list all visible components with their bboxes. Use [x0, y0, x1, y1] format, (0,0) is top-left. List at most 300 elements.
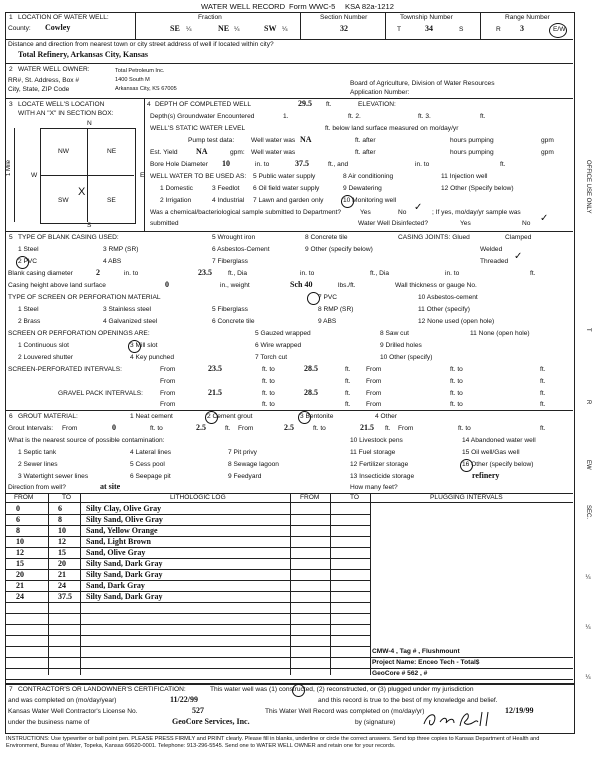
- gravel-label: GRAVEL PACK INTERVALS:: [58, 390, 144, 397]
- log-description: Sand, Dark Gray: [86, 581, 145, 590]
- casing-welded: Welded: [480, 246, 503, 253]
- perf-ft-to-4: ft. to: [450, 378, 463, 385]
- screen-pvc: 7 PVC: [318, 294, 338, 301]
- grout-cement-circle: [205, 411, 218, 424]
- perf-from: 23.5: [208, 364, 222, 373]
- disinfected-yes: Yes: [460, 220, 471, 227]
- log-from: 12: [16, 548, 24, 557]
- depth-value: 29.5: [298, 99, 312, 108]
- log-description: Sand, Olive Gray: [86, 548, 146, 557]
- direction-label: Direction from well?: [8, 484, 66, 491]
- use-air: 8 Air conditioning: [343, 173, 394, 180]
- depth-label: DEPTH OF COMPLETED WELL: [155, 101, 251, 108]
- grout-bentonite: 3 Bentonite: [300, 413, 334, 420]
- log-from: 21: [16, 581, 24, 590]
- cert-label: CONTRACTOR'S OR LANDOWNER'S CERTIFICATION:: [18, 686, 186, 693]
- bore-label: Bore Hole Diameter: [150, 161, 208, 168]
- grout-ft-to-2: ft. to: [313, 425, 326, 432]
- gravel-from: 21.5: [208, 388, 222, 397]
- schedule-value: Sch 40: [290, 280, 313, 289]
- est-well-water: Well water was: [251, 149, 296, 156]
- screen-rmp: 8 RMP (SR): [318, 306, 354, 313]
- range-east-circle: [549, 23, 567, 38]
- gravel-ft-4: ft.: [540, 401, 546, 408]
- sidebar-sec: SEC.: [585, 505, 591, 520]
- bore-ft-and: ft., and: [328, 161, 349, 168]
- business-label: under the business name of: [8, 719, 90, 726]
- gravel-ft-to-2: ft. to: [450, 390, 463, 397]
- board-label: Board of Agriculture, Division of Water Resources: [350, 80, 495, 87]
- diameter-in-to: in. to: [124, 270, 139, 277]
- log-to: 12: [58, 537, 66, 546]
- ksa-reference: KSA 82a-1212: [345, 2, 394, 11]
- gravel-ft-to: ft. to: [262, 390, 275, 397]
- contam-refinery: refinery: [472, 471, 500, 480]
- sidebar-t: T: [585, 328, 591, 332]
- screen-galvanized: 4 Galvanized steel: [103, 318, 158, 325]
- gw-3: ft. 3.: [418, 113, 431, 120]
- contam-sewer: 2 Sewer lines: [18, 461, 58, 468]
- log-to: 10: [58, 526, 66, 535]
- lbs-ft: lbs./ft.: [338, 282, 356, 289]
- screen-label: TYPE OF SCREEN OR PERFORATION MATERIAL: [8, 294, 161, 301]
- bore-depth: 37.5: [295, 159, 309, 168]
- fraction-1: SE: [170, 24, 180, 33]
- log-to: 37.5: [58, 592, 72, 601]
- owner-address-1: 1400 South M: [115, 77, 150, 83]
- section-2-number: 2: [9, 66, 13, 73]
- west-label: W: [31, 172, 38, 179]
- mill-slot-circle: [128, 340, 141, 353]
- contamination-label: What is the nearest source of possible contamination:: [8, 437, 165, 444]
- owner-label: WATER WELL OWNER:: [18, 66, 90, 73]
- signature-image: [420, 708, 500, 730]
- grout-1-to: 2.5: [196, 423, 206, 432]
- perf-from-label-2: From: [366, 366, 382, 373]
- contam-insecticide: 13 Insecticide storage: [350, 473, 415, 480]
- log-to: 8: [58, 515, 62, 524]
- log-description: Silty Sand, Dark Gray: [86, 570, 163, 579]
- opening-none: 11 None (open hole): [470, 330, 530, 337]
- disinfected-label: Water Well Disinfected?: [358, 220, 428, 227]
- gravel-ft-to-4: ft. to: [450, 401, 463, 408]
- fraction-2: NE: [218, 24, 230, 33]
- bore-ft: ft.: [500, 161, 506, 168]
- log-header-from: FROM: [14, 494, 34, 501]
- height-label: Casing height above land surface: [8, 282, 106, 289]
- grout-from-label-2: From: [238, 425, 254, 432]
- est-yield-na: NA: [196, 147, 208, 156]
- business-name: GeoCore Services, Inc.: [172, 717, 250, 726]
- est-hours: hours pumping: [450, 149, 494, 156]
- township-label: Township Number: [400, 14, 453, 21]
- gravel-to: 28.5: [304, 388, 318, 397]
- screen-brass: 2 Brass: [18, 318, 41, 325]
- log-description: Sand, Light Brown: [86, 537, 151, 546]
- nw-quadrant: NW: [58, 148, 69, 155]
- grout-1-from: 0: [112, 423, 116, 432]
- monitoring-circle: [341, 195, 354, 208]
- perf-to: 28.5: [304, 364, 318, 373]
- fraction-quarter-3: ¼: [282, 26, 288, 33]
- threaded-checkmark: ✓: [514, 251, 523, 262]
- perf-label: SCREEN-PERFORATED INTERVALS:: [8, 366, 122, 373]
- log-to: 20: [58, 559, 66, 568]
- section-3-number: 3: [9, 101, 13, 108]
- contam-seepage: 6 Seepage pit: [130, 473, 171, 480]
- one-mile-label: 1 Mile: [6, 160, 12, 177]
- county-value: Cowley: [45, 23, 71, 32]
- range-number: 3: [520, 24, 524, 33]
- casing-rmp: 3 RMP (SR): [103, 246, 139, 253]
- section-4-number: 4: [147, 101, 151, 108]
- log-to: 21: [58, 570, 66, 579]
- opening-louvered: 2 Louvered shutter: [18, 354, 73, 361]
- section-grid: [40, 128, 136, 224]
- diameter-label: Blank casing diameter: [8, 270, 73, 277]
- contam-abandoned: 14 Abandoned water well: [462, 437, 536, 444]
- log-row-divider: [5, 646, 370, 647]
- screen-abs: 9 ABS: [318, 318, 337, 325]
- contam-feedyard: 9 Feedyard: [228, 473, 262, 480]
- screen-none: 12 None used (open hole): [418, 318, 495, 325]
- address-label-1: RR#, St. Address, Box #: [8, 77, 80, 84]
- contam-pit: 7 Pit privy: [228, 449, 257, 456]
- south-label: S: [87, 222, 92, 229]
- opening-torch: 7 Torch cut: [255, 354, 288, 361]
- grout-ft-3: ft.: [540, 425, 546, 432]
- grout-ft-2: ft.: [385, 425, 391, 432]
- pump-test-label: Pump test data:: [188, 137, 235, 144]
- perf-from-label-3: From: [160, 378, 176, 385]
- gw-end: ft.: [480, 113, 486, 120]
- est-yield-label: Est. Yield: [150, 149, 178, 156]
- log-description: Silty Sand, Dark Gray: [86, 592, 163, 601]
- chem-if-yes: ; If yes, mo/day/yr sample was: [432, 209, 521, 216]
- record-completed-date: 12/19/99: [505, 706, 534, 715]
- use-other: 12 Other (Specify below): [441, 185, 514, 192]
- screen-fiberglass: 5 Fiberglass: [212, 306, 248, 313]
- grout-2-to: 21.5: [360, 423, 374, 432]
- log-header-to: TO: [62, 494, 72, 501]
- location-x-mark: X: [78, 186, 86, 198]
- casing-threaded: Threaded: [480, 258, 509, 265]
- diameter-ft-dia-2: ft., Dia: [370, 270, 390, 277]
- casing-concrete: 8 Concrete tile: [305, 234, 348, 241]
- weight-label: in., weight: [220, 282, 250, 289]
- gw-2: ft. 2.: [348, 113, 361, 120]
- contam-other: 16 Other (specify below): [462, 461, 534, 468]
- log-description: Silty Sand, Olive Gray: [86, 515, 163, 524]
- se-quadrant: SE: [107, 197, 116, 204]
- contam-lagoon: 8 Sewage lagoon: [228, 461, 279, 468]
- contam-watertight: 3 Watertight sewer lines: [18, 473, 89, 480]
- opening-other: 10 Other (specify): [380, 354, 433, 361]
- log-geocore: GeoCore # 562 , #: [372, 670, 428, 677]
- use-monitoring: 10 Monitoring well: [343, 197, 397, 204]
- grout-label: GROUT MATERIAL:: [18, 413, 78, 420]
- screen-steel: 1 Steel: [18, 306, 39, 313]
- ne-quadrant: NE: [107, 148, 117, 155]
- log-project: Project Name: Enceo Tech - Total$: [372, 659, 480, 666]
- opening-wire: 6 Wire wrapped: [255, 342, 302, 349]
- bore-diameter: 10: [222, 159, 230, 168]
- log-cmw-tag: CMW-4 , Tag # , Flushmount: [372, 648, 460, 655]
- casing-pvc: 2 PVC: [18, 258, 38, 265]
- log-row-divider: [5, 668, 370, 669]
- grout-ft: ft.: [225, 425, 231, 432]
- completed-label: and was completed on (mo/day/year): [8, 697, 117, 704]
- section-box-label-1: LOCATE WELL'S LOCATION: [18, 101, 105, 108]
- casing-label: TYPE OF BLANK CASING USED:: [18, 234, 119, 241]
- chem-question: Was a chemical/bacteriological sample submitted to Department?: [150, 209, 342, 216]
- chem-submitted: submitted: [150, 220, 179, 227]
- contam-fuel: 11 Fuel storage: [350, 449, 396, 456]
- opening-gauzed: 5 Gauzed wrapped: [255, 330, 311, 337]
- contam-cess: 5 Cess pool: [130, 461, 165, 468]
- log-header-to-2: TO: [350, 494, 360, 501]
- casing-asbestos: 6 Asbestos-Cement: [212, 246, 270, 253]
- use-irrigation: 2 Irrigation: [160, 197, 192, 204]
- sidebar-quarter-1: ¼: [585, 575, 591, 581]
- use-injection: 11 Injection well: [441, 173, 488, 180]
- diameter-ft: ft.: [530, 270, 536, 277]
- grout-ft-to-3: ft. to: [458, 425, 471, 432]
- screen-stainless: 3 Stainless steel: [103, 306, 152, 313]
- log-row-divider: [5, 635, 370, 636]
- constructed-circle: [292, 684, 305, 697]
- log-from: 20: [16, 570, 24, 579]
- log-header-from-2: FROM: [300, 494, 320, 501]
- log-to: 6: [58, 504, 62, 513]
- perf-ft: ft.: [345, 366, 351, 373]
- depth-unit: ft.: [326, 101, 332, 108]
- use-oilfield: 6 Oil field water supply: [253, 185, 320, 192]
- casing-fiberglass: 7 Fiberglass: [212, 258, 248, 265]
- section-6-number: 6: [9, 413, 13, 420]
- distance-value: Total Refinery, Arkansas City, Kansas: [18, 50, 148, 59]
- grout-2-from: 2.5: [284, 423, 294, 432]
- sw-quadrant: SW: [58, 197, 69, 204]
- license-number: 527: [192, 706, 204, 715]
- log-description: Silty Sand, Dark Gray: [86, 559, 163, 568]
- contam-fertilizer: 12 Fertilizer storage: [350, 461, 409, 468]
- range-label: Range Number: [505, 14, 550, 21]
- diameter-depth: 23.5: [198, 268, 212, 277]
- gravel-ft-2: ft.: [540, 390, 546, 397]
- contam-oil: 15 Oil well/Gas well: [462, 449, 520, 456]
- pump-na: NA: [300, 135, 312, 144]
- static-level-rest: ft. below land surface measured on mo/day/yr: [325, 125, 459, 132]
- elevation-label: ELEVATION:: [358, 101, 396, 108]
- pump-ft-after: ft. after: [355, 137, 376, 144]
- form-title: WATER WELL RECORD: [201, 2, 286, 11]
- use-industrial: 4 Industrial: [212, 197, 245, 204]
- screen-pvc-circle: [307, 292, 320, 305]
- diameter-in-to-2: in. to: [300, 270, 315, 277]
- log-from: 6: [16, 515, 20, 524]
- east-label: E: [140, 172, 145, 179]
- fraction-quarter-1: ¼: [186, 26, 192, 33]
- gravel-from-label-2: From: [366, 390, 382, 397]
- height-value: 0: [165, 280, 169, 289]
- sidebar-quarter-3: ¼: [585, 675, 591, 681]
- perf-ft-to: ft. to: [262, 366, 275, 373]
- sidebar-r: R: [585, 400, 591, 405]
- screen-concrete: 6 Concrete tile: [212, 318, 255, 325]
- grout-bentonite-circle: [298, 411, 311, 424]
- log-from: 15: [16, 559, 24, 568]
- instructions-footer: INSTRUCTIONS: Use typewriter or ball point pen. PLEASE PRESS FIRMLY and PRINT clearly. Please fill in blanks, underline or circle the correct answers. Send top three copies to Kansas Department of Health and Environment, Bureau of Water, Topeka, Kansas 66620-0001. Telephone: 913-296-5545. Send one to WATER WELL OWNER and retain one for your records.: [6, 736, 540, 749]
- opening-drilled: 9 Drilled holes: [380, 342, 422, 349]
- log-row-divider: [5, 657, 370, 658]
- casing-clamped: Clamped: [505, 234, 532, 241]
- openings-label: SCREEN OR PERFORATION OPENINGS ARE:: [8, 330, 150, 337]
- casing-pvc-circle: [16, 256, 29, 269]
- gravel-ft: ft.: [345, 390, 351, 397]
- disinfected-checkmark: ✓: [540, 213, 549, 224]
- chem-no-checkmark: ✓: [414, 202, 423, 213]
- opening-mill: 3 Mill slot: [130, 342, 158, 349]
- log-header-lithologic: LITHOLOGIC LOG: [170, 494, 226, 501]
- gravel-from-label: From: [160, 390, 176, 397]
- gravel-ft-to-3: ft. to: [262, 401, 275, 408]
- static-level-label: WELL'S STATIC WATER LEVEL: [150, 125, 246, 132]
- casing-wrought: 5 Wrought iron: [212, 234, 256, 241]
- township-number: 34: [425, 24, 433, 33]
- license-label: Kansas Water Well Contractor's License No.: [8, 708, 138, 715]
- section-number: 32: [340, 24, 348, 33]
- bore-in-to-2: in. to: [415, 161, 430, 168]
- perf-ft-2: ft.: [540, 366, 546, 373]
- groundwater-label: Depth(s) Groundwater Encountered: [150, 113, 255, 120]
- opening-key: 4 Key punched: [130, 354, 174, 361]
- casing-other: 9 Other (specify below): [305, 246, 373, 253]
- chem-no: No: [398, 209, 407, 216]
- form-number: Form WWC-5: [289, 2, 336, 11]
- log-row-divider: [5, 624, 370, 625]
- log-from: 24: [16, 592, 24, 601]
- office-use-only: OFFICE USE ONLY: [585, 160, 591, 214]
- sidebar-quarter-2: ¼: [585, 625, 591, 631]
- log-from: 0: [16, 504, 20, 513]
- pump-hours: hours pumping: [450, 137, 494, 144]
- est-gpm: gpm:: [230, 149, 245, 156]
- use-label: WELL WATER TO BE USED AS:: [150, 173, 247, 180]
- diameter-in-to-3: in. to: [445, 270, 460, 277]
- distance-label: Distance and direction from nearest town or city street address of well if located within city?: [8, 41, 274, 48]
- use-lawn: 7 Lawn and garden only: [253, 197, 324, 204]
- use-feedlot: 3 Feedlot: [212, 185, 240, 192]
- owner-name: Total Petroleum Inc.: [115, 68, 165, 74]
- grout-from-label: From: [62, 425, 78, 432]
- grout-intervals-label: Grout Intervals:: [8, 425, 54, 432]
- grout-cement: 2 Cement grout: [207, 413, 253, 420]
- disinfected-no: No: [522, 220, 531, 227]
- section-number-label: Section Number: [320, 14, 368, 21]
- gw-1: 1.: [283, 113, 289, 120]
- fraction-3: SW: [264, 24, 277, 33]
- perf-ft-3: ft.: [345, 378, 351, 385]
- wall-label: Wall thickness or gauge No.: [395, 282, 477, 289]
- gravel-ft-3: ft.: [345, 401, 351, 408]
- gravel-from-label-4: From: [366, 401, 382, 408]
- diameter-ft-dia: ft., Dia: [228, 270, 248, 277]
- use-domestic: 1 Domestic: [160, 185, 193, 192]
- contam-lateral: 4 Lateral lines: [130, 449, 172, 456]
- section-1-number: 1: [9, 14, 13, 21]
- perf-from-label-4: From: [366, 378, 382, 385]
- cert-line-1: This water well was (1) constructed, (2) reconstructed, or (3) plugged under my jurisdiction: [210, 686, 474, 693]
- perf-ft-to-2: ft. to: [450, 366, 463, 373]
- opening-continuous: 1 Continuous slot: [18, 342, 69, 349]
- est-ft-after: ft. after: [355, 149, 376, 156]
- casing-steel: 1 Steel: [18, 246, 39, 253]
- completed-date: 11/22/99: [170, 695, 199, 704]
- county-label: County:: [8, 25, 31, 32]
- range-r: R: [496, 26, 501, 33]
- log-row-divider: [5, 602, 370, 603]
- log-to: 24: [58, 581, 66, 590]
- record-completed-label: This Water Well Record was completed on (mo/day/yr): [265, 708, 425, 715]
- pump-well-water: Well water was: [251, 137, 296, 144]
- address-label-2: City, State, ZIP Code: [8, 86, 70, 93]
- perf-ft-4: ft.: [540, 378, 546, 385]
- fraction-label: Fraction: [198, 14, 222, 21]
- log-row-divider: [5, 613, 370, 614]
- contam-septic: 1 Septic tank: [18, 449, 57, 456]
- screen-other: 11 Other (specify): [418, 306, 470, 313]
- how-many-feet: How many feet?: [350, 484, 398, 491]
- section-box-label-2: WITH AN "X" IN SECTION BOX:: [18, 110, 114, 117]
- north-label: N: [87, 120, 92, 127]
- township-t: T: [397, 26, 402, 33]
- grout-neat: 1 Neat cement: [130, 413, 173, 420]
- owner-address-2: Arkansas City, KS 67005: [115, 86, 177, 92]
- log-header-plugging: PLUGGING INTERVALS: [430, 494, 503, 501]
- opening-sawcut: 8 Saw cut: [380, 330, 409, 337]
- application-number-label: Application Number:: [350, 89, 410, 96]
- chem-yes: Yes: [360, 209, 371, 216]
- diameter-value: 2: [96, 268, 100, 277]
- range-ew: E/W: [553, 26, 566, 33]
- cert-true-text: and this record is true to the best of my knowledge and belief.: [318, 697, 498, 704]
- location-label: LOCATION OF WATER WELL:: [18, 14, 109, 21]
- log-to: 15: [58, 548, 66, 557]
- direction-value: at site: [100, 482, 121, 491]
- grout-from-label-3: From: [398, 425, 414, 432]
- perf-ft-to-3: ft. to: [262, 378, 275, 385]
- township-s: S: [459, 26, 464, 33]
- perf-from-label: From: [160, 366, 176, 373]
- use-public: 5 Public water supply: [253, 173, 316, 180]
- use-dewatering: 9 Dewatering: [343, 185, 382, 192]
- log-from: 8: [16, 526, 20, 535]
- signature-label: by (signature): [355, 719, 396, 726]
- fraction-quarter-2: ¼: [234, 26, 240, 33]
- section-7-number: 7: [9, 686, 13, 693]
- log-description: Silty Clay, Olive Gray: [86, 504, 162, 513]
- gravel-from-label-3: From: [160, 401, 176, 408]
- casing-abs: 4 ABS: [103, 258, 122, 265]
- section-5-number: 5: [9, 234, 13, 241]
- contam-livestock: 10 Livestock pens: [350, 437, 403, 444]
- pump-gpm: gpm: [541, 137, 554, 144]
- sidebar-ew: EW: [585, 460, 591, 470]
- screen-asbestos: 10 Asbestos-cement: [418, 294, 478, 301]
- grout-other: 4 Other: [375, 413, 397, 420]
- grout-ft-to: ft. to: [150, 425, 163, 432]
